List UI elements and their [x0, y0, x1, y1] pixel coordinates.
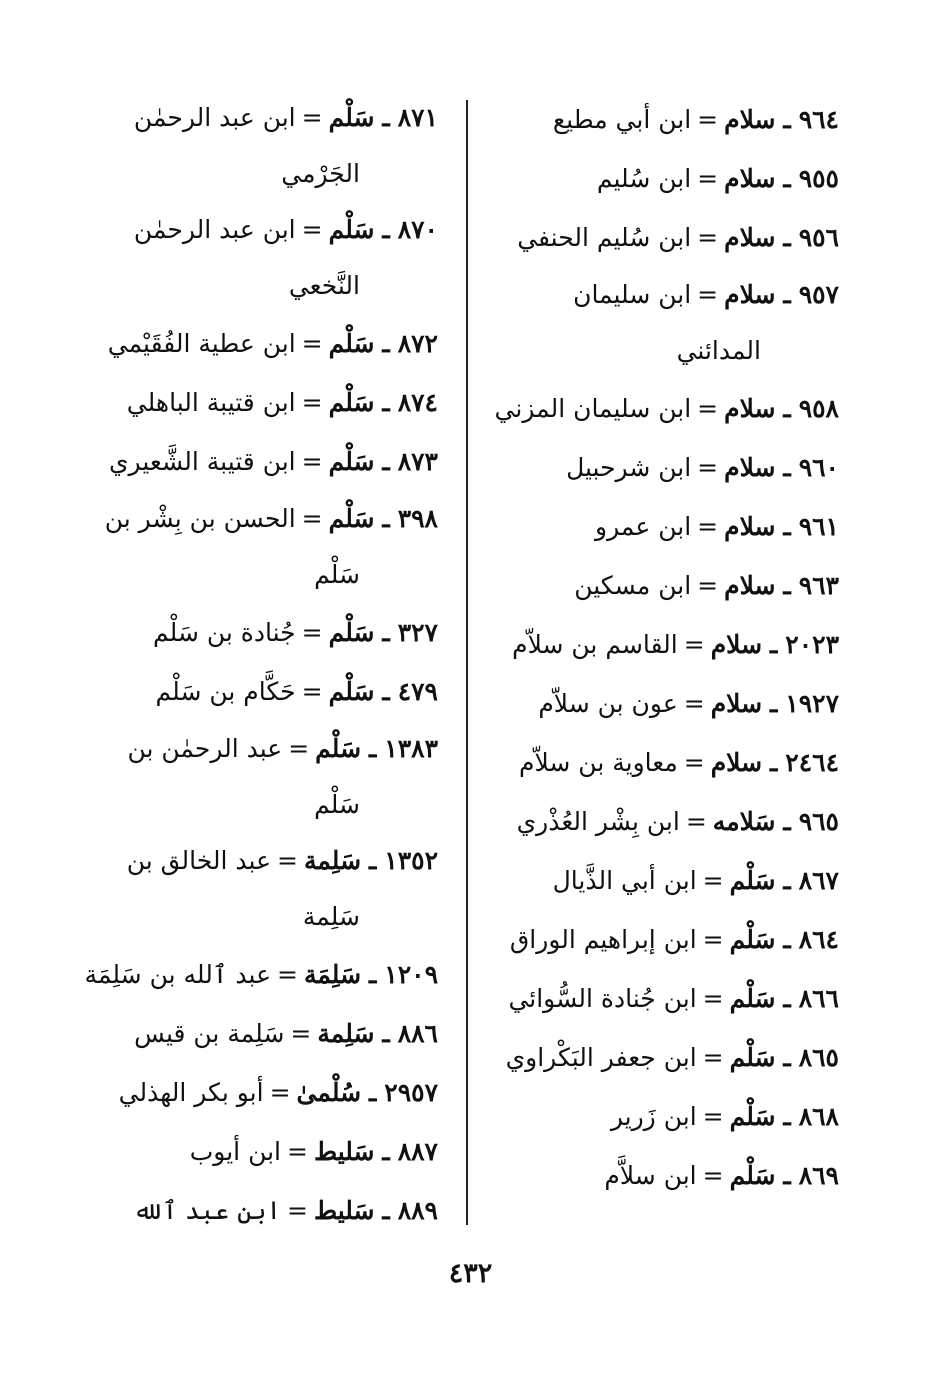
index-entry [78, 1181, 438, 1240]
entry-reference: عبد الخالق بن [126, 846, 271, 875]
entry-dash: ـ [382, 1137, 390, 1166]
entry-dash: ـ [382, 1019, 390, 1048]
entry-reference: عبد الرحمٰن بن [127, 734, 283, 763]
entry-reference: حَكَّام بن سَلْم [155, 677, 296, 706]
entry-reference: ابن مسكين [574, 571, 692, 600]
index-entry [78, 603, 438, 662]
entry-number: ٨٦٨ [798, 1102, 839, 1131]
entry-reference: سَلِمة بن قيس [134, 1019, 285, 1048]
index-entry [487, 733, 839, 792]
entry-dash: ـ [783, 1043, 791, 1072]
entry-equals: = [301, 504, 323, 533]
entry-reference: ابن زَرير [610, 1102, 697, 1131]
index-entry [78, 1122, 438, 1181]
entry-reference: ابن سليمان المزني [494, 394, 692, 423]
entry-headword: سَلْم [328, 447, 375, 476]
entry-reference: جُنادة بن سَلْم [153, 618, 296, 647]
index-entry [78, 945, 438, 1004]
index-entry [487, 615, 839, 674]
entry-number: ٩٦٠ [798, 453, 839, 482]
entry-dash: ـ [783, 394, 791, 423]
index-entry [487, 969, 839, 1028]
entry-equals: = [301, 329, 323, 358]
entry-headword: سَلْم [328, 388, 375, 417]
entry-number: ١٢٠٩ [384, 960, 438, 989]
entry-equals: = [697, 105, 719, 134]
entry-number: ٩٦١ [798, 512, 839, 541]
entry-dash: ـ [783, 1102, 791, 1131]
entry-headword: سلام [724, 512, 776, 541]
entry-equals: = [702, 925, 724, 954]
entry-equals: = [702, 1043, 724, 1072]
entry-number: ٣٢٧ [397, 618, 438, 647]
entry-continuation: الجَرْمي [281, 159, 360, 188]
index-entry [78, 833, 438, 945]
entry-number: ٨٦٤ [798, 925, 839, 954]
entry-number: ٨٨٧ [397, 1137, 438, 1166]
entry-dash: ـ [382, 329, 390, 358]
entry-equals: = [301, 677, 323, 706]
entry-headword: سَلْم [328, 677, 375, 706]
entry-equals: = [683, 689, 705, 718]
entry-dash: ـ [382, 215, 390, 244]
entry-equals: = [277, 960, 298, 989]
index-entry [78, 202, 438, 314]
entry-headword: سلام [710, 689, 763, 718]
index-entry [78, 373, 438, 432]
entry-number: ٨٧٠ [397, 215, 438, 244]
entry-number: ٩٥٧ [798, 280, 839, 309]
entry-headword: سَلْم [729, 925, 776, 954]
entry-dash: ـ [783, 866, 791, 895]
index-column-left [78, 90, 438, 1240]
index-entry [487, 1087, 839, 1146]
index-entry [487, 851, 839, 910]
entry-equals: = [697, 164, 719, 193]
entry-headword: سَلْم [315, 734, 362, 763]
entry-equals: = [301, 388, 323, 417]
entry-reference: ابن بِشْر العُذْري [516, 807, 680, 836]
entry-continuation: سَلِمة [302, 902, 360, 931]
entry-reference: أبو بكر الهذلي [118, 1078, 264, 1107]
index-entry [78, 90, 438, 202]
entry-number: ٨٦٧ [798, 866, 839, 895]
entry-reference: ابن سليمان [573, 280, 692, 309]
index-column-right [487, 90, 839, 1205]
entry-headword: سَلْم [328, 103, 375, 132]
entry-dash: ـ [783, 1161, 791, 1190]
index-entry [487, 90, 839, 149]
entry-headword: سَليط [313, 1137, 375, 1166]
entry-equals: = [301, 103, 323, 132]
entry-dash: ـ [382, 1196, 390, 1225]
entry-dash: ـ [783, 105, 791, 134]
entry-headword: سَلامه [712, 807, 776, 836]
entry-equals: = [702, 1161, 724, 1190]
entry-number: ٨٦٥ [798, 1043, 839, 1072]
entry-headword: سَلْم [729, 866, 776, 895]
entry-equals: = [301, 447, 323, 476]
entry-reference: ابن سُليم الحنفي [517, 223, 692, 252]
entry-headword: سَلْم [328, 215, 375, 244]
entry-dash: ـ [369, 734, 377, 763]
index-entry [487, 267, 839, 379]
entry-dash: ـ [382, 388, 390, 417]
entry-headword: سَلِمة [303, 846, 362, 875]
entry-continuation: سَلْم [314, 790, 360, 819]
index-entry [487, 910, 839, 969]
column-divider [466, 100, 468, 1225]
entry-number: ٩٥٦ [798, 223, 839, 252]
entry-headword: سلام [724, 280, 776, 309]
entry-headword: سلام [710, 748, 763, 777]
entry-headword: سَليط [313, 1196, 375, 1225]
entry-headword: سُلْمىٰ [296, 1078, 362, 1107]
entry-dash: ـ [369, 1078, 377, 1107]
entry-dash: ـ [770, 689, 778, 718]
index-entry [78, 491, 438, 603]
index-entry [78, 1004, 438, 1063]
entry-reference: ابن قتيبة الشَّعيري [108, 447, 296, 476]
entry-headword: سَلْم [729, 1102, 776, 1131]
entry-number: ١٩٢٧ [785, 689, 839, 718]
index-entry [487, 149, 839, 208]
entry-headword: سَلْم [328, 329, 375, 358]
entry-number: ٩٦٤ [798, 105, 839, 134]
index-entry [78, 432, 438, 491]
entry-number: ١٣٨٣ [384, 734, 438, 763]
entry-dash: ـ [783, 223, 791, 252]
entry-dash: ـ [783, 925, 791, 954]
entry-equals: = [697, 223, 719, 252]
entry-reference: ابن عطية الفُقَيْمي [107, 329, 296, 358]
entry-reference: ابن أبي مطيع [552, 105, 692, 134]
entry-headword: سلام [724, 394, 776, 423]
entry-dash: ـ [783, 164, 791, 193]
entry-number: ٩٦٣ [798, 571, 839, 600]
index-entry [487, 1028, 839, 1087]
entry-reference: ابن عبد الرحمٰن [133, 103, 296, 132]
entry-number: ٢٩٥٧ [384, 1078, 438, 1107]
entry-reference: ابن عبد ٱلله [133, 1196, 282, 1225]
page-number: ٤٣٢ [448, 1258, 493, 1289]
entry-number: ٩٥٨ [798, 394, 839, 423]
entry-headword: سَلْم [729, 984, 776, 1013]
entry-headword: سلام [724, 105, 776, 134]
entry-dash: ـ [783, 280, 791, 309]
index-entry [487, 1146, 839, 1205]
entry-equals: = [290, 1019, 312, 1048]
entry-reference: ابن إبراهيم الوراق [509, 925, 697, 954]
entry-reference: عبد ٱلله بن سَلِمَة [84, 960, 271, 989]
index-entry [78, 314, 438, 373]
entry-number: ٩٦٥ [798, 807, 839, 836]
entry-continuation: سَلْم [314, 560, 360, 589]
entry-number: ٨٧٣ [397, 447, 438, 476]
entry-reference: ابن سُليم [596, 164, 692, 193]
entry-equals: = [702, 984, 724, 1013]
entry-dash: ـ [369, 846, 377, 875]
entry-equals: = [288, 734, 310, 763]
entry-equals: = [287, 1196, 308, 1225]
entry-number: ٨٧١ [397, 103, 438, 132]
entry-equals: = [287, 1137, 308, 1166]
entry-headword: سلام [724, 223, 776, 252]
index-entry [487, 556, 839, 615]
entry-headword: سلام [724, 164, 776, 193]
entry-headword: سلام [724, 453, 776, 482]
entry-number: ٤٧٩ [397, 677, 438, 706]
entry-number: ٨٨٩ [397, 1196, 438, 1225]
entry-equals: = [697, 280, 719, 309]
entry-equals: = [683, 748, 705, 777]
entry-number: ٨٦٦ [798, 984, 839, 1013]
entry-equals: = [683, 630, 705, 659]
index-entry [487, 792, 839, 851]
entry-reference: ابن شرحبيل [566, 453, 692, 482]
entry-reference: ابن جُنادة السُّوائي [508, 984, 697, 1013]
entry-equals: = [697, 394, 719, 423]
index-entry [78, 662, 438, 721]
entry-dash: ـ [783, 512, 791, 541]
entry-reference: ابن أبي الذَّيال [552, 866, 697, 895]
entry-reference: الحسن بن بِشْر بن [104, 504, 296, 533]
entry-headword: سَلْم [328, 504, 375, 533]
entry-dash: ـ [770, 630, 778, 659]
entry-headword: سلام [710, 630, 763, 659]
index-entry [78, 721, 438, 833]
entry-reference: ابن عمرو [595, 512, 692, 541]
entry-headword: سَلِمَة [303, 960, 362, 989]
entry-reference: ابن جعفر البَكْراوي [505, 1043, 697, 1072]
entry-number: ٨٦٩ [798, 1161, 839, 1190]
entry-equals: = [269, 1078, 291, 1107]
entry-dash: ـ [783, 807, 791, 836]
entry-number: ١٣٥٢ [384, 846, 438, 875]
entry-equals: = [277, 846, 298, 875]
entry-equals: = [301, 618, 323, 647]
entry-dash: ـ [382, 447, 390, 476]
entry-dash: ـ [783, 571, 791, 600]
index-entry [487, 208, 839, 267]
entry-dash: ـ [382, 677, 390, 706]
entry-continuation: المدائني [676, 336, 761, 365]
entry-reference: ابن أيوب [189, 1137, 282, 1166]
entry-headword: سلام [724, 571, 776, 600]
index-entry [487, 379, 839, 438]
entry-continuation: النَّخعي [288, 271, 360, 300]
entry-reference: القاسم بن سلاّم [512, 630, 678, 659]
entry-equals: = [702, 1102, 724, 1131]
entry-reference: ابن سلاَّم [604, 1161, 697, 1190]
entry-dash: ـ [382, 103, 390, 132]
entry-number: ٨٧٤ [397, 388, 438, 417]
entry-equals: = [301, 215, 323, 244]
entry-number: ٣٩٨ [397, 504, 438, 533]
entry-equals: = [697, 453, 719, 482]
entry-dash: ـ [770, 748, 778, 777]
entry-dash: ـ [783, 984, 791, 1013]
entry-dash: ـ [382, 504, 390, 533]
entry-headword: سَلْم [729, 1043, 776, 1072]
entry-equals: = [697, 512, 719, 541]
entry-equals: = [697, 571, 719, 600]
entry-number: ٨٨٦ [397, 1019, 438, 1048]
entry-number: ٨٧٢ [397, 329, 438, 358]
entry-reference: ابن عبد الرحمٰن [133, 215, 296, 244]
entry-equals: = [685, 807, 707, 836]
entry-number: ٩٥٥ [798, 164, 839, 193]
entry-dash: ـ [783, 453, 791, 482]
index-entry [487, 674, 839, 733]
entry-equals: = [702, 866, 724, 895]
entry-headword: سَلْم [328, 618, 375, 647]
entry-reference: ابن قتيبة الباهلي [126, 388, 296, 417]
entry-number: ٢٤٦٤ [785, 748, 839, 777]
entry-reference: معاوية بن سلاّم [519, 748, 678, 777]
entry-dash: ـ [369, 960, 377, 989]
entry-headword: سَلْم [729, 1161, 776, 1190]
entry-dash: ـ [382, 618, 390, 647]
entry-number: ٢٠٢٣ [785, 630, 839, 659]
index-entry [78, 1063, 438, 1122]
index-entry [487, 497, 839, 556]
entry-headword: سَلِمة [317, 1019, 375, 1048]
entry-reference: عون بن سلاّم [538, 689, 678, 718]
index-entry [487, 438, 839, 497]
